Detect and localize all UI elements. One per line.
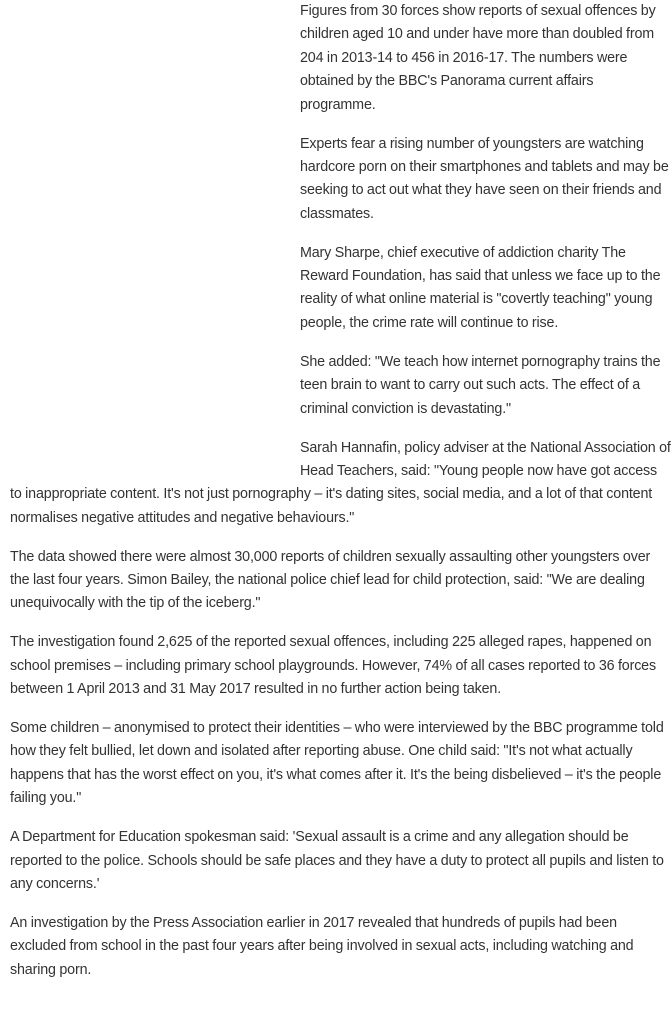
article-paragraph: She added: "We teach how internet pornography trains the teen brain to want to carry out such acts. The effect of a criminal conviction is devastating." (300, 353, 661, 417)
article-paragraph: Mary Sharpe, chief executive of addiction charity The Reward Foundation, has said that unless we face up to the reality of what online material is "covertly teaching" young people, the crime rate will continue to rise. (300, 244, 661, 331)
article-paragraph: Some children – anonymised to protect their identities – who were interviewed by the BBC programme told how they felt bullied, let down and isolated after reporting abuse. One child said: "It's not what actually happens that has the worst effect on you, it's what comes after it. It's the being disbelieved – it's the people failing you." (10, 720, 664, 807)
article-paragraph: The investigation found 2,625 of the reported sexual offences, including 225 alleged rapes, happened on school premises – including primary school playgrounds. However, 74% of all cases reported to 36 forces between 1 April 2013 and 31 May 2017 resulted in no further action being taken. (10, 634, 656, 698)
article-paragraph: The data showed there were almost 30,000 reports of children sexually assaulting other youngsters over the last four years. Simon Bailey, the national police chief lead for child protection, said: "We are dealing unequivocally with the tip of the iceberg." (10, 548, 651, 612)
float-image-placeholder (10, 0, 300, 480)
article-paragraph: Experts fear a rising number of youngsters are watching hardcore porn on their smartphones and tablets and may be seeking to act out what they have seen on their friends and classmates. (300, 135, 669, 222)
article-paragraph: Sarah Hannafin, policy adviser at the National Association of Head Teachers, said: "Young people now have got access to inappropriate content. It's not just pornography – it's dating sites, social media, and a lot of that content normalises negative attitudes and negative behaviours." (10, 439, 671, 526)
article-paragraph: A Department for Education spokesman said: 'Sexual assault is a crime and any allegation should be reported to the police. Schools should be safe places and they have a duty to protect all pupils and listen to any concerns.' (10, 829, 664, 892)
article-paragraph: Figures from 30 forces show reports of sexual offences by children aged 10 and under have more than doubled from 204 in 2013-14 to 456 in 2016-17. The numbers were obtained by the BBC's Panorama current affairs programme. (300, 3, 656, 113)
article-paragraph: An investigation by the Press Association earlier in 2017 revealed that hundreds of pupils had been excluded from school in the past four years after being involved in sexual acts, including watching and sharing porn. (10, 914, 634, 978)
